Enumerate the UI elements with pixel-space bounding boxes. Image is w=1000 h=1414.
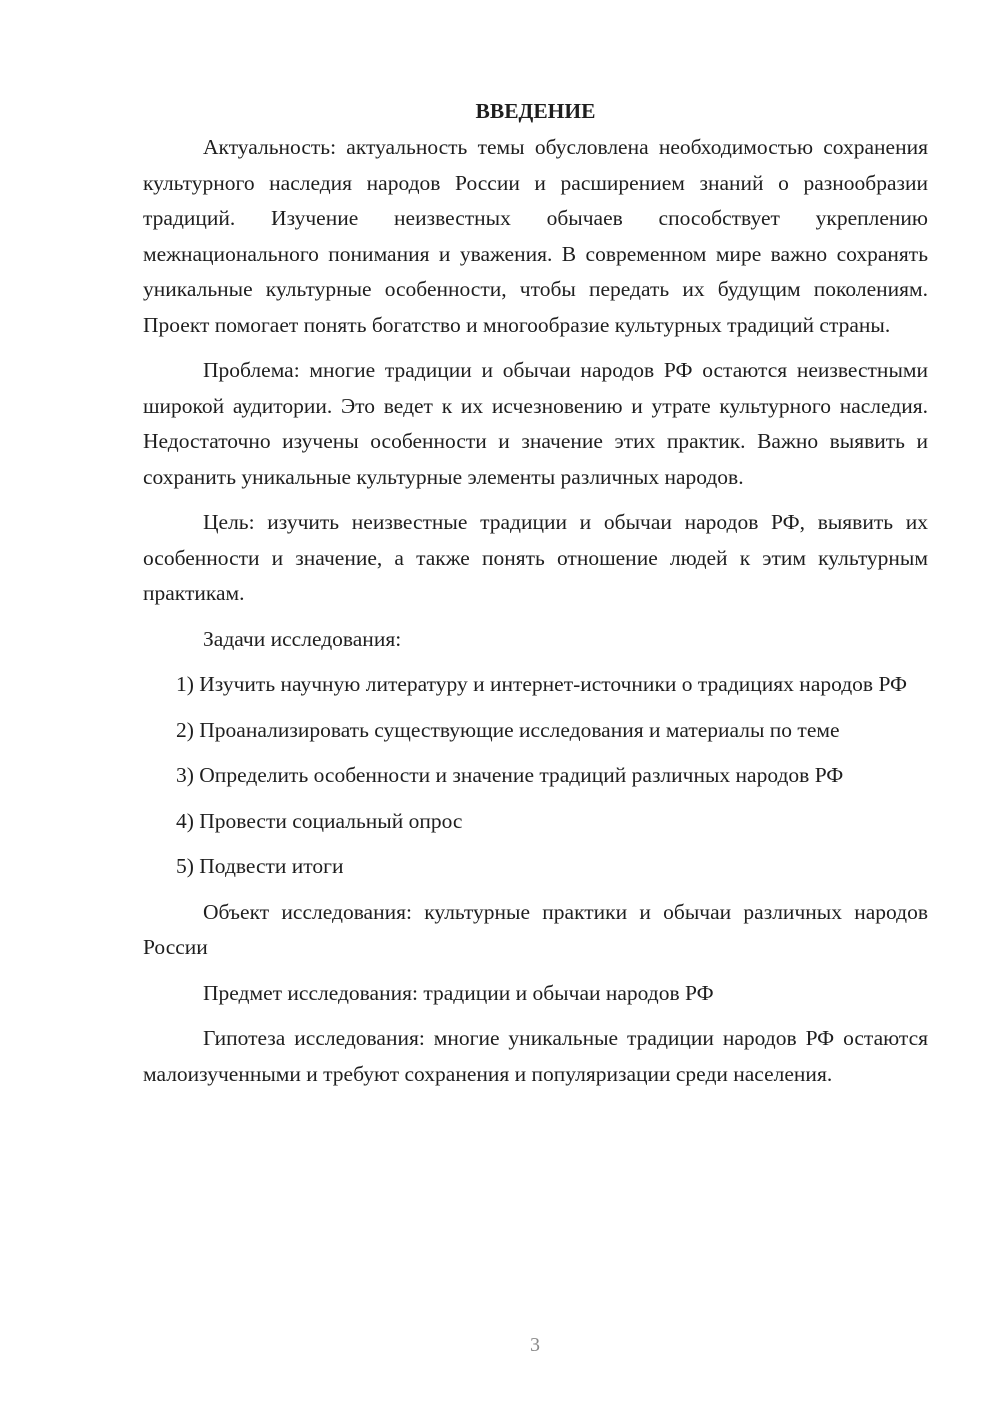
task-item: 5) Подвести итоги — [176, 854, 344, 878]
goal-paragraph: Цель: изучить неизвестные традиции и обычаи народов РФ, выявить их особенности и значение, а также понять отношение людей к этим культурным практикам. — [143, 510, 928, 605]
task-item: 2) Проанализировать существующие исследования и материалы по теме — [176, 717, 840, 742]
tasks-heading: Задачи исследования: — [203, 626, 402, 651]
hypothesis-paragraph: Гипотеза исследования: многие уникальные традиции народов РФ остаются малоизученными и требуют сохранения и популяризации среди населения. — [143, 1026, 928, 1086]
task-item: 4) Провести социальный опрос — [176, 808, 463, 833]
problem-paragraph: Проблема: многие традиции и обычаи народов РФ остаются неизвестными широкой аудитории. Это ведет к их исчезновению и утрате культурного наследия. Недостаточно изучены особенности и значение этих практик. Важно выявить и сохранить уникальные культурные элементы различных народов. — [143, 358, 928, 489]
task-item: 3) Определить особенности и значение традиций различных народов РФ — [176, 763, 844, 787]
object-paragraph: Объект исследования: культурные практики и обычаи различных народов России — [143, 899, 928, 959]
section-heading: ВВЕДЕНИЕ — [475, 99, 596, 123]
page-number: 3 — [530, 1334, 540, 1356]
relevance-paragraph: Актуальность: актуальность темы обусловлена необходимостью сохранения культурного наследия народов России и расширением знаний о разнообразии традиций. Изучение неизвестных обычаев способствует укреплению межнационального понимания и уважения. В современном мире важно сохранять уникальные культурные особенности, чтобы передать их будущим поколениям. Проект помогает понять богатство и многообразие культурных традиций страны. — [143, 135, 928, 337]
task-item: 1) Изучить научную литературу и интернет-источники о традициях народов РФ — [176, 672, 908, 696]
page-content — [143, 96, 928, 1102]
subject-paragraph: Предмет исследования: традиции и обычаи народов РФ — [203, 980, 714, 1005]
